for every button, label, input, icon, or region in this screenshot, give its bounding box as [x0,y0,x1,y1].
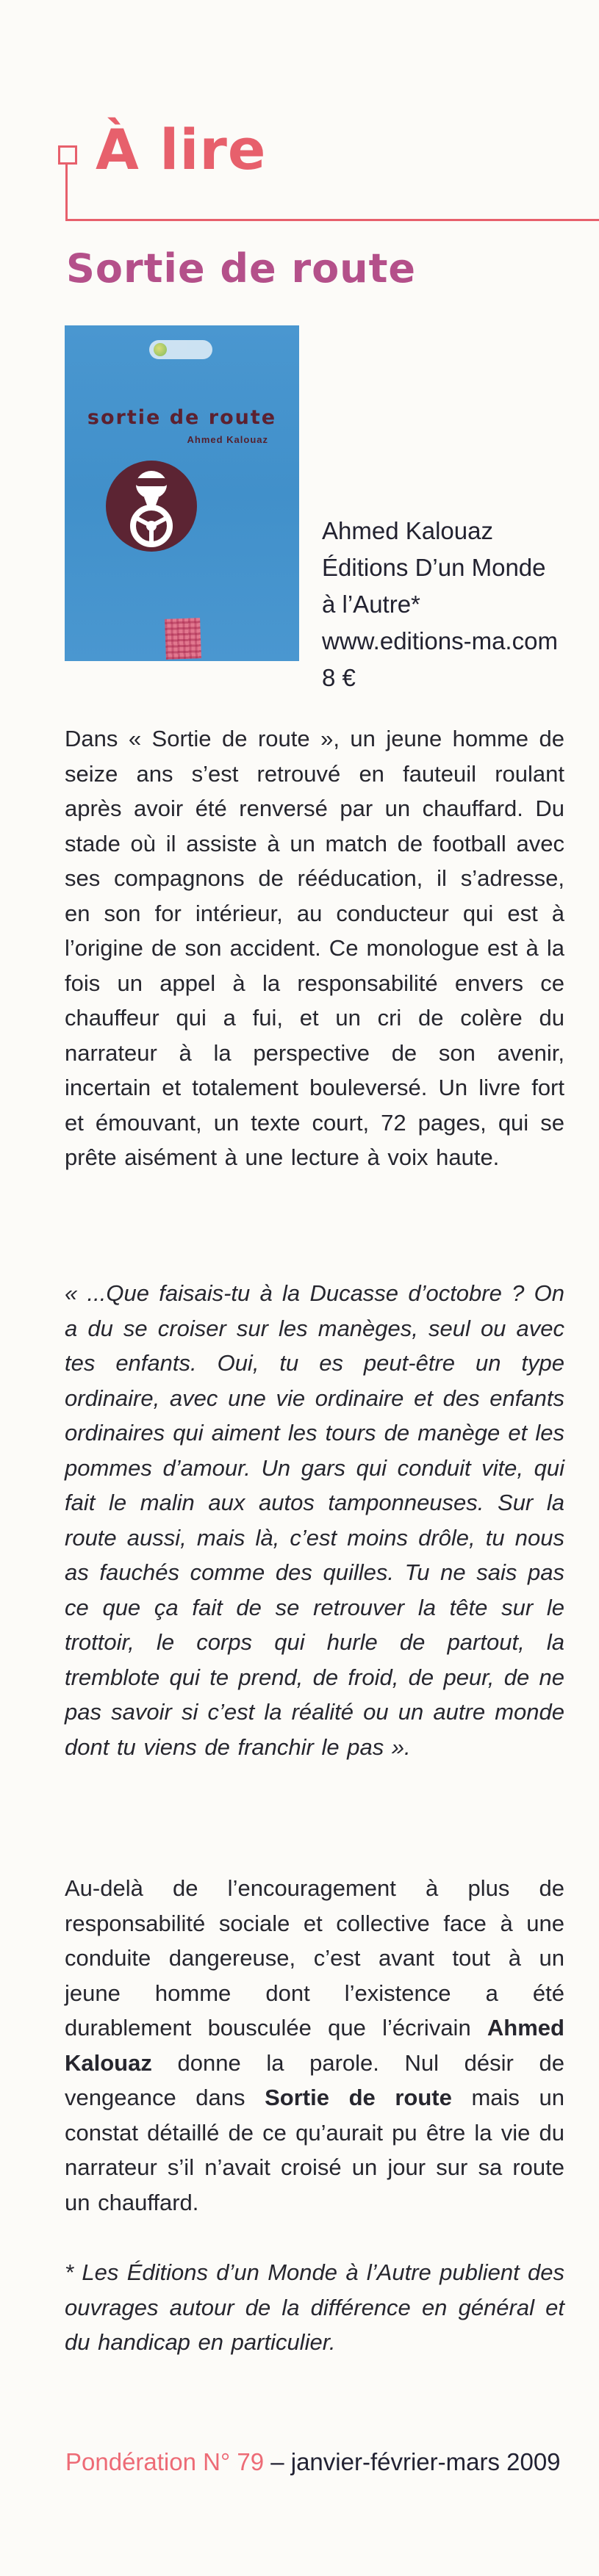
cover-author: Ahmed Kalouaz [187,434,268,445]
book-info-author: Ahmed Kalouaz [322,517,493,544]
paragraph-commentary [65,1871,564,2220]
paragraph-quote: « ...Que faisais-tu à la Ducasse d’octobre ? On a du se croiser sur les manèges, seul ou avec tes enfants. Oui, tu es peut-être un type ordinaire, avec une vie ordinaire et des enfants ordinaires qui aiment les tours de manège et les pommes d’amour. Un gars qui conduit vite, qui fait le malin aux autos tamponneuses. Sur la route aussi, mais là, c’est moins drôle, tu nous as fauchés comme des quilles. Tu ne sais pas ce que ça fait de se retrouver la tête sur le trottoir, le corps qui hurle de partout, la tremblote qui te prend, de froid, de peur, de ne pas savoir si c’est la réalité ou un autre monde dont tu viens de franchir le pas ». [65,1280,564,1760]
book-info-publisher-line1: Éditions D’un Monde [322,554,546,581]
cover-title: sortie de route [87,406,277,429]
page-footer [65,2446,561,2478]
paragraph-footnote: * Les Éditions d’un Monde à l’Autre publient des ouvrages autour de la différence en général et du handicap en particulier. [65,2259,564,2355]
header-rule-vertical-line [65,165,68,221]
commentary-book-title-bold: Sortie de route [265,2085,452,2110]
publisher-logo [149,340,212,359]
cover-stamp [165,618,201,660]
book-info-publisher-line2: à l’Autre* [322,591,420,618]
footer-issue: Pondération N° 79 [65,2448,265,2475]
book-cover [65,325,299,661]
commentary-text-2: donne la parole. Nul désir de vengeance dans [65,2049,564,2110]
book-info [322,513,558,696]
publisher-logo-mark-icon [154,343,167,356]
commentary-author-bold: Ahmed Kalouaz [65,2015,564,2076]
book-info-price: 8 € [322,664,356,691]
header-rule-square [58,145,77,165]
book-info-website: www.editions-ma.com [322,627,558,654]
article-title: Sortie de route [66,245,417,292]
commentary-text-3: mais un constat détaillé de ce qu’aurait pu être la vie du narrateur s’il n’avait croisé un jour sur sa route un chauffard. [65,2085,564,2215]
footer-date: – janvier-février-mars 2009 [270,2448,561,2475]
paragraph-intro: Dans « Sortie de route », un jeune homme de seize ans s’est retrouvé en fauteuil roulant après avoir été renversé par un chauffard. Du stade où il assiste à un match de football avec ses compagnons de rééducation, il s’adresse, en son for intérieur, au conducteur qui est à l’origine de son accident. Ce monologue est à la fois un appel à la responsabilité envers ce chauffeur qui a fui, et un cri de colère du narrateur à la perspective de son avenir, incertain et totalement bouleversé. Un livre fort et émouvant, un texte court, 72 pages, qui se prête aisément à une lecture à voix haute. [65,726,564,1170]
section-title: À lire [96,117,267,182]
header-rule-horizontal-line [65,219,599,221]
driver-steering-wheel-icon [106,461,197,552]
commentary-text-1: Au-delà de l’encouragement à plus de responsabilité sociale et collective face à une conduite dangereuse, c’est avant tout à un jeune homme dont l’existence a été durablement bousculée que l’écrivain [65,1875,564,2041]
